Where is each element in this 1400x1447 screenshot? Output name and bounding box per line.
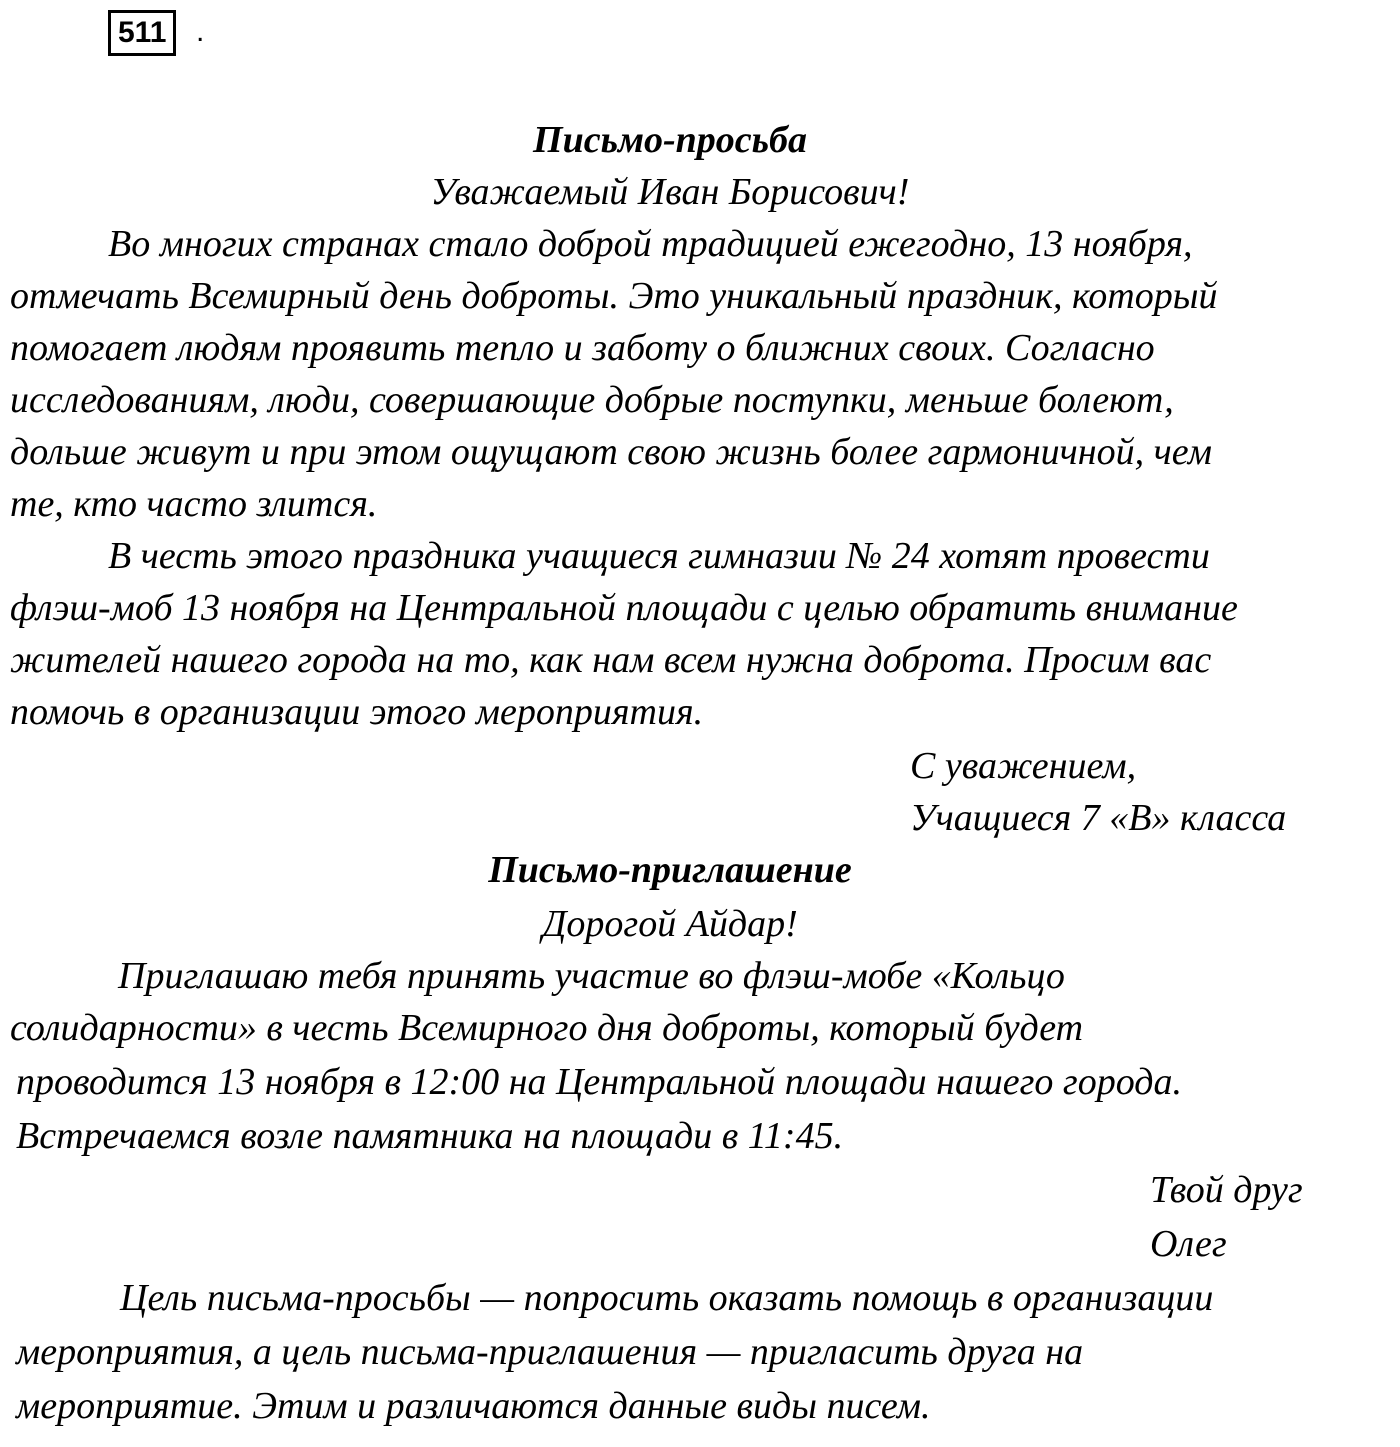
letter1-line: Во многих странах стало доброй традицией ежегодно, 13 ноября, xyxy=(108,223,1193,265)
letter1-title: Письмо-просьба xyxy=(533,119,807,161)
letter1-line: флэш-моб 13 ноября на Центральной площади с целью обратить внимание xyxy=(10,587,1238,629)
letter1-line: дольше живут и при этом ощущают свою жизнь более гармоничной, чем xyxy=(10,431,1212,473)
letter2-signature: Олег xyxy=(1150,1223,1227,1265)
letter1-signature: Учащиеся 7 «В» класса xyxy=(910,797,1287,839)
conclusion-line: Цель письма-просьбы — попросить оказать помощь в организации xyxy=(120,1277,1214,1319)
conclusion-line: мероприятие. Этим и различаются данные виды писем. xyxy=(16,1385,931,1427)
letter2-closing: Твой друг xyxy=(1150,1169,1303,1211)
letter1-line: помогает людям проявить тепло и заботу о ближних своих. Согласно xyxy=(10,327,1155,369)
letter2-line: Приглашаю тебя принять участие во флэш-мобе «Кольцо xyxy=(118,955,1065,997)
letter2-line: проводится 13 ноября в 12:00 на Центральной площади нашего города. xyxy=(16,1061,1182,1103)
letter1-line: помочь в организации этого мероприятия. xyxy=(10,691,704,733)
letter1-line: отмечать Всемирный день доброты. Это уникальный праздник, который xyxy=(10,275,1218,317)
exercise-number: 511 xyxy=(108,10,176,56)
letter1-closing: С уважением, xyxy=(910,745,1137,787)
letter2-line: Встречаемся возле памятника на площади в 11:45. xyxy=(16,1115,844,1157)
letter1-line: жителей нашего города на то, как нам всем нужна доброта. Просим вас xyxy=(10,639,1212,681)
letter1-greeting: Уважаемый Иван Борисович! xyxy=(430,171,910,213)
letter1-line: те, кто часто злится. xyxy=(10,483,378,525)
conclusion-line: мероприятия, а цель письма-приглашения — пригласить друга на xyxy=(16,1331,1084,1373)
letter1-line: В честь этого праздника учащиеся гимназии № 24 хотят провести xyxy=(108,535,1210,577)
exercise-number-dot: . xyxy=(196,15,205,48)
letter2-line: солидарности» в честь Всемирного дня доброты, который будет xyxy=(10,1007,1084,1049)
letter2-greeting: Дорогой Айдар! xyxy=(542,903,798,945)
letter1-line: исследованиям, люди, совершающие добрые поступки, меньше болеют, xyxy=(10,379,1174,421)
letter2-title: Письмо-приглашение xyxy=(488,849,852,891)
